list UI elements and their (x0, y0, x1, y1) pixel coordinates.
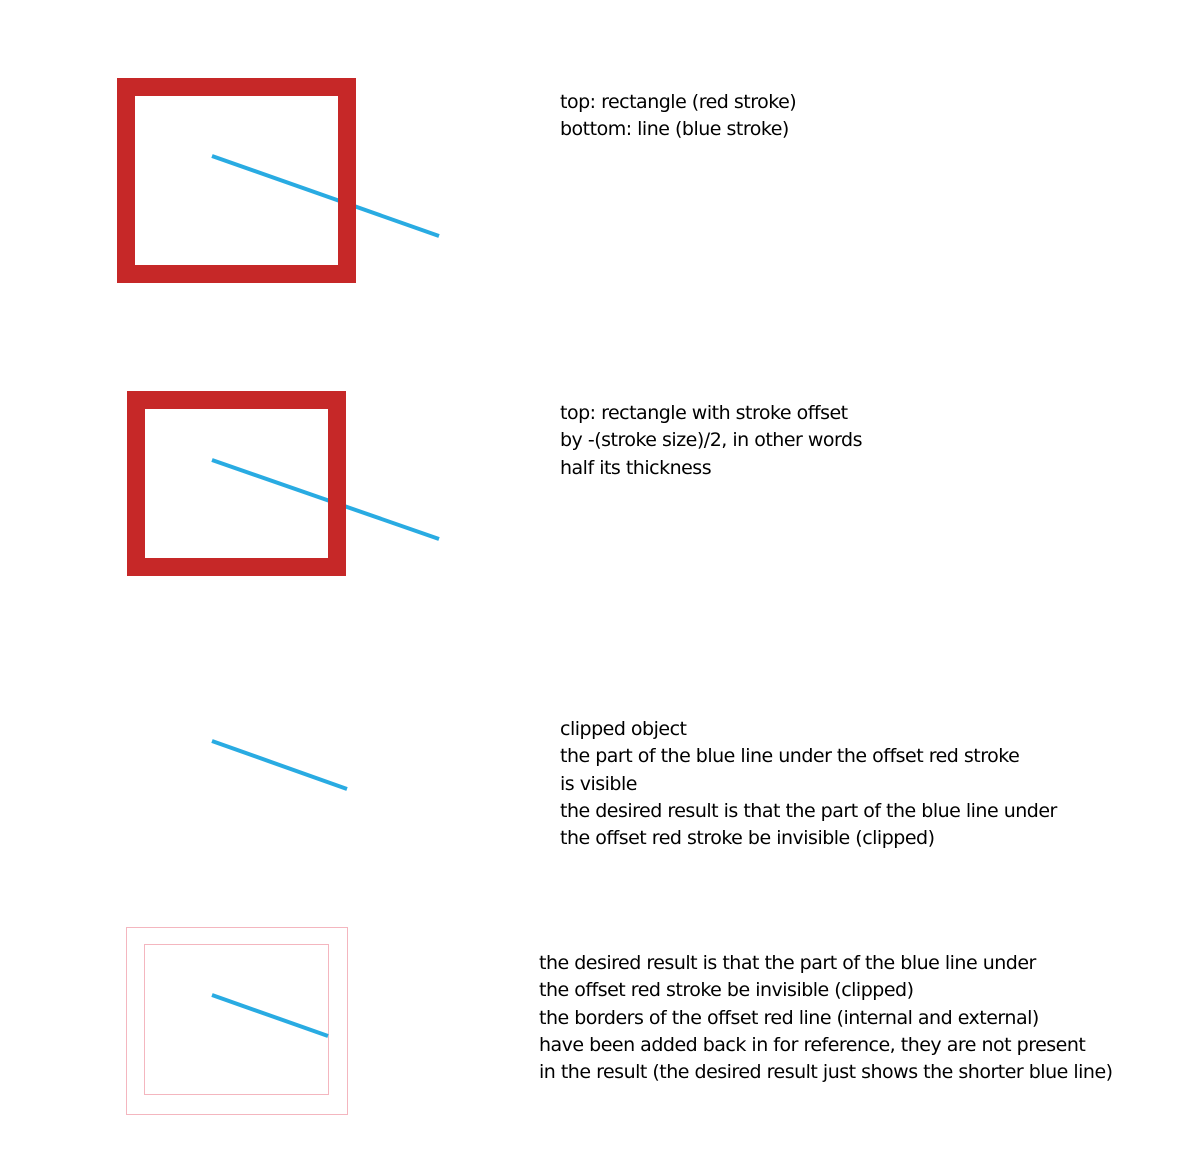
caption-line: top: rectangle with stroke offset (560, 402, 848, 424)
caption-rectangle-over-line (560, 89, 796, 144)
caption-line: the desired result is that the part of the blue line under (539, 952, 1036, 974)
caption-line: have been added back in for reference, they are not present (539, 1033, 1086, 1056)
caption-line: half its thickness (560, 456, 712, 479)
inner-border-outline (145, 945, 329, 1095)
panel-clipped-object (212, 741, 347, 789)
outer-border-outline (127, 928, 348, 1115)
caption-line: the offset red stroke be invisible (clipped) (539, 979, 914, 1002)
caption-line: by -(stroke size)/2, in other words (560, 429, 862, 452)
caption-line: the borders of the offset red line (internal and external) (539, 1006, 1039, 1029)
caption-line: clipped object (560, 718, 687, 740)
blue-line (212, 156, 439, 236)
blue-line (212, 460, 439, 539)
caption-line: in the result (the desired result just shows the shorter blue line) (539, 1061, 1113, 1084)
caption-clipped-object (560, 716, 1057, 852)
panel-desired-result (127, 928, 348, 1115)
caption-desired-result (539, 950, 1113, 1086)
clipped-blue-line (212, 741, 347, 789)
caption-line: the offset red stroke be invisible (clipped) (560, 827, 935, 850)
caption-line: bottom: line (blue stroke) (560, 118, 789, 141)
caption-line: is visible (560, 772, 637, 795)
red-stroke-rectangle (126, 87, 347, 274)
caption-line: the part of the blue line under the offset red stroke (560, 745, 1020, 768)
caption-line: top: rectangle (red stroke) (560, 91, 797, 113)
offset-red-stroke-rectangle (136, 400, 337, 567)
panel-offset-stroke-rectangle (136, 400, 439, 567)
caption-offset-stroke (560, 400, 862, 482)
caption-line: the desired result is that the part of the blue line under (560, 799, 1057, 822)
shortened-blue-line (212, 995, 328, 1036)
panel-rectangle-over-line (126, 87, 439, 274)
